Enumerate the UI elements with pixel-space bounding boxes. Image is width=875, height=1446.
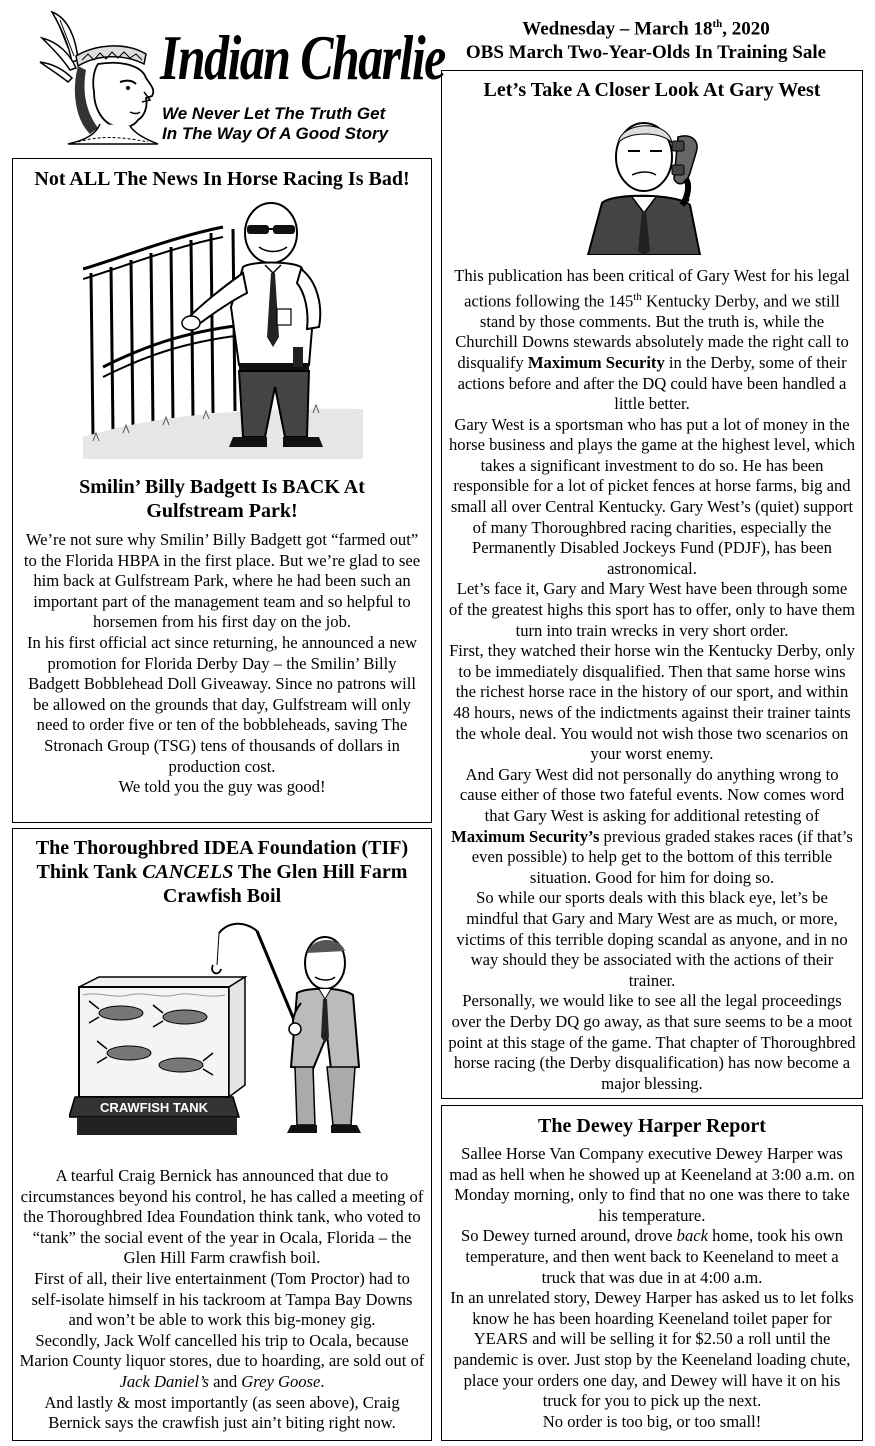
title-line: The Thoroughbred IDEA Foundation (TIF) <box>35 837 409 859</box>
article-tif <box>12 828 432 1441</box>
publication-tagline <box>162 104 442 144</box>
article-title: The Dewey Harper Report <box>538 1115 766 1137</box>
paragraph: First, they watched their horse win the Kentucky Derby, only to be immediately disqualified. Then that same horse wins the richest horse race in the history of our sport, and within 48 hours, news of the indictments against their trainer taints the whole deal. You would not wish those two scenarios on your worst enemy. <box>449 641 855 764</box>
paragraph: Personally, we would like to see all the legal proceedings over the Derby DQ go away, as that sure seems to be a moot point at this stage of the game. That chapter of Thoroughbred horse racing (the Derby disqualification) has now become a major blessing. <box>448 991 856 1093</box>
paragraph: So while our sports deals with this black eye, let’s be mindful that Gary and Mary West are as much, or more, victims of this terrible doping scandal as anyone, and in no way should they be associated with the actions of their trainer. <box>456 888 848 990</box>
paragraph: No order is too big, or too small! <box>542 1411 762 1431</box>
paragraph: And lastly & most importantly (as seen above), Craig Bernick says the crawfish just ain’t biting right now. <box>44 1392 400 1433</box>
indian-charlie-logo <box>38 8 168 148</box>
tank-label: CRAWFISH TANK <box>99 1100 209 1115</box>
dateline <box>440 12 852 65</box>
paragraph: Sallee Horse Van Company executive Dewey Harper was mad as hell when he showed up at Keeneland at 3:00 a.m. on Monday morning, only to find that no one was there to take his temperature. <box>449 1144 855 1225</box>
article-body <box>448 266 856 1094</box>
article-dewey-harper <box>441 1105 863 1441</box>
publication-title: Indian Charlie <box>160 22 445 93</box>
paragraph: First of all, their live entertainment (Tom Proctor) had to self-isolate himself in his tackroom at Tampa Bay Downs and won’t be able to work this big-money gig. <box>31 1268 413 1330</box>
paragraph: Let’s face it, Gary and Mary West have been through some of the greatest highs this sport has to offer, only to have them turn into train wrecks in very short order. <box>449 579 855 640</box>
paragraph: And Gary West did not personally do anything wrong to cause either of those two fateful events. Now comes word that Gary West is asking for additional retesting of Maximum Security’s previous graded stakes races (if that’s even possible) to help get to the bottom of this terrible situation. Good for him for doing so. <box>451 764 853 887</box>
tagline-line: In The Way Of A Good Story <box>162 124 389 143</box>
title-line: Think Tank CANCELS The Glen Hill Farm <box>36 861 408 883</box>
issue-date: Wednesday – March 18th, 2020 <box>522 18 770 40</box>
paragraph: We told you the guy was good! <box>118 777 326 797</box>
issue-event: OBS March Two-Year-Olds In Training Sale <box>465 42 827 64</box>
article-body <box>448 1144 856 1432</box>
article-title: Let’s Take A Closer Look At Gary West <box>483 79 821 101</box>
article-gary-west <box>441 70 863 1099</box>
gary-west-cartoon <box>582 113 722 255</box>
article-body <box>23 530 421 798</box>
paragraph: This publication has been critical of Gary West for his legal actions following the 145th Kentucky Derby, and we still stand by those comments. But the truth is, while the Churchill Downs stewards absolutely made the right call to disqualify Maximum Security in the Derby, some of their actions before and after the DQ could have been handled a little better. <box>454 266 850 414</box>
article-title <box>13 836 431 908</box>
article-body <box>19 1166 425 1434</box>
paragraph: In his first official act since returning, he announced a new promotion for Florida Derby Day – the Smilin’ Billy Badgett Bobblehead Doll Giveaway. Since no patrons will be allowed on the grounds that day, Gulfstream will only need to order five or ten of the bobbleheads, saving The Stronach Group (TSG) tens of thousands of dollars in production cost. <box>27 632 417 776</box>
billy-badgett-cartoon <box>83 197 363 459</box>
title-line: Crawfish Boil <box>162 885 282 907</box>
subtitle-line: Smilin’ Billy Badgett Is BACK At <box>79 476 365 498</box>
article-subtitle <box>13 475 431 523</box>
paragraph: So Dewey turned around, drove back home, took his own temperature, and then went back to Keeneland to meet a truck that was due in at 4:00 a.m. <box>460 1226 844 1287</box>
crawfish-tank-cartoon <box>69 917 389 1145</box>
paragraph: Secondly, Jack Wolf cancelled his trip to Ocala, because Marion County liquor stores, due to hoarding, are sold out of Jack Daniel’s and Grey Goose. <box>19 1330 425 1391</box>
article-title: Not ALL The News In Horse Racing Is Bad! <box>34 168 410 190</box>
subtitle-line: Gulfstream Park! <box>146 500 298 522</box>
paragraph: We’re not sure why Smilin’ Billy Badgett got “farmed out” to the Florida HBPA in the first place. But we’re glad to see him back at Gulfstream Park, where he had been such an important part of the management team and so helpful to horsemen from his first day on the job. <box>23 530 421 632</box>
paragraph: In an unrelated story, Dewey Harper has asked us to let folks know he has been hoarding Keeneland toilet paper for YEARS and will be selling it for $2.50 a roll until the pandemic is over. Just stop by the Keeneland loading chute, place your orders one day, and Dewey will have it on his truck for you to pick up the next. <box>450 1288 854 1411</box>
paragraph: A tearful Craig Bernick has announced that due to circumstances beyond his control, he has called a meeting of the Thoroughbred Idea Foundation think tank, who voted to “tank” the social event of the year in Ocala, Florida – the Glen Hill Farm crawfish boil. <box>20 1166 424 1268</box>
article-badgett <box>12 158 432 823</box>
tagline-line: We Never Let The Truth Get <box>162 104 386 123</box>
paragraph: Gary West is a sportsman who has put a lot of money in the horse business and plays the game at the highest level, which takes a significant investment to do so. He has been responsible for a lot of picket fences at horse farms, big and small all over Central Kentucky. Gary West’s (quiet) support of many Thoroughbred racing charities, especially the Permanently Disabled Jockeys Fund (PDJF), has been astronomical. <box>449 414 855 578</box>
